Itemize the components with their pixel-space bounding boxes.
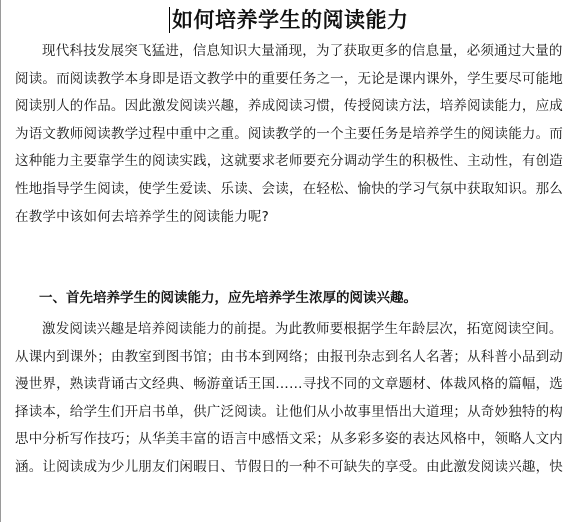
paragraph-line: 阅读别人的作品。因此激发阅读兴趣，养成阅读习惯，传授阅读方法，培养阅读能力，应成 (15, 98, 563, 115)
paragraph-line: 阅读。而阅读教学本身即是语文教学中的重要任务之一，无论是课内课外，学生要尽可能地 (15, 70, 563, 87)
paragraph-intro (15, 38, 567, 231)
paragraph-line: 择读本，给学生们开启书单，供广泛阅读。让他们从小故事里悟出大道理；从奇妙独特的构 (15, 403, 563, 420)
paragraph-line: 激发阅读兴趣是培养阅读能力的前提。为此教师要根据学生年龄层次，拓宽阅读空间。 (42, 321, 563, 337)
paragraph-line: 涵。让阅读成为少儿朋友们闲暇日、节假日的一种不可缺失的享受。由此激发阅读兴趣，快 (15, 458, 563, 475)
paragraph-line: 为语文教师阅读教学过程中重中之重。阅读教学的一个主要任务是培养学生的阅读能力。而 (15, 125, 563, 142)
paragraph-line: 漫世界，熟读背诵古文经典、畅游童话王国……寻找不同的文章题材、体裁风格的篇幅，选 (15, 376, 563, 393)
page-title: 如何培养学生的阅读能力 (172, 7, 409, 32)
paragraph-line: 思中分析写作技巧；从华美丰富的语言中感悟文采；从多彩多姿的表达风格中，领略人文内 (15, 431, 563, 448)
section-heading: 一、首先培养学生的阅读能力，应先培养学生浓厚的阅读兴趣。 (39, 290, 417, 306)
paragraph-line: 这种能力主要靠学生的阅读实践，这就要求老师要充分调动学生的积极性、主动性，有创造 (15, 153, 563, 170)
paragraph-line: 性地指导学生阅读，使学生爱读、乐读、会读，在轻松、愉快的学习气氛中获取知识。那么 (15, 180, 563, 197)
paragraph-line: 在教学中该如何去培养学生的阅读能力呢? (15, 208, 269, 225)
paragraph-line: 现代科技发展突飞猛进，信息知识大量涌现，为了获取更多的信息量，必须通过大量的 (42, 43, 563, 59)
paragraph-line: 从课内到课外；由教室到图书馆；由书本到网络；由报刊杂志到名人名著；从科普小品到动 (15, 348, 563, 365)
text-cursor (169, 7, 170, 33)
paragraph-section-one (15, 316, 567, 482)
